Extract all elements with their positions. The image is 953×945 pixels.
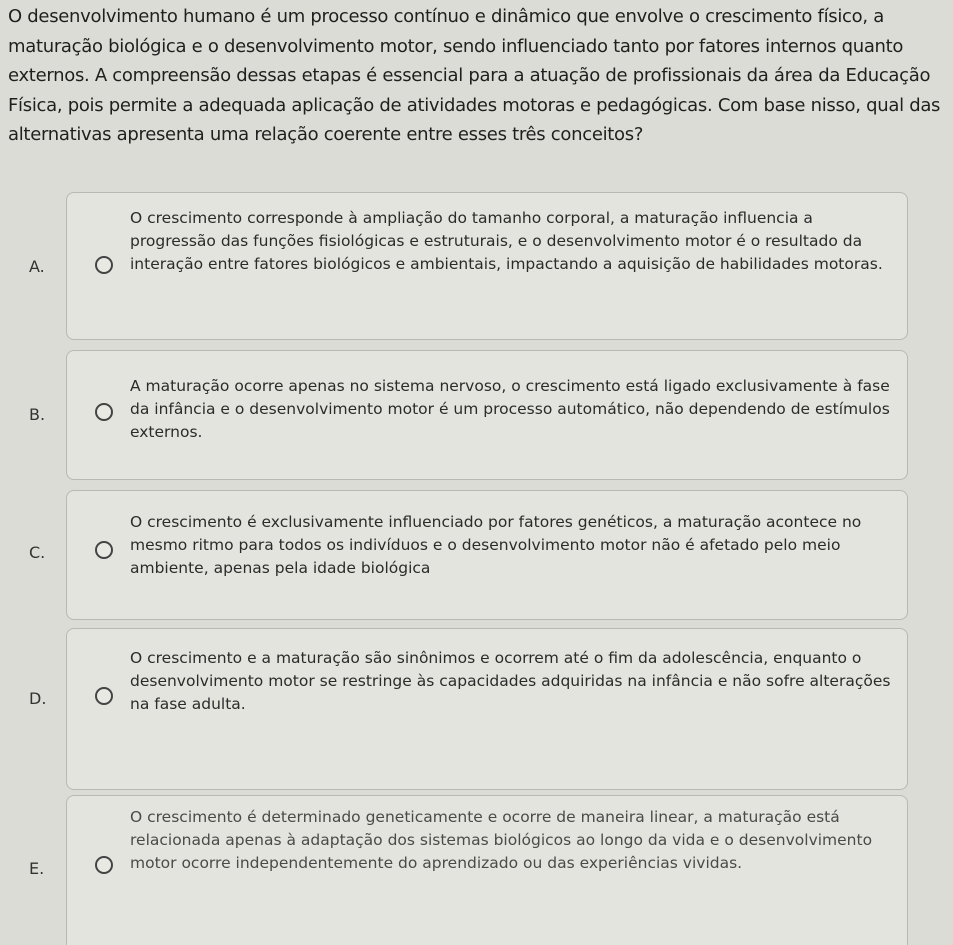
option-letter: B. bbox=[29, 405, 46, 424]
option-letter: D. bbox=[29, 689, 47, 708]
radio-circle-icon[interactable] bbox=[95, 541, 113, 559]
option-b[interactable] bbox=[29, 350, 908, 480]
option-text: A maturação ocorre apenas no sistema nervoso, o crescimento está ligado exclusivamente à fase da infância e o desenvolvimento motor é um processo automático, não dependendo de estímulos externos. bbox=[130, 377, 890, 441]
option-letter: E. bbox=[29, 859, 45, 878]
option-letter: A. bbox=[29, 257, 45, 276]
question-text: O desenvolvimento humano é um processo contínuo e dinâmico que envolve o crescimento físico, a maturação biológica e o desenvolvimento motor, sendo influenciado tanto por fatores internos quanto externos. A compreensão dessas etapas é essencial para a atuação de profissionais da área da Educação Física, pois permite a adequada aplicação de atividades motoras e pedagógicas. Com base nisso, qual das alternativas apresenta uma relação coerente entre esses três conceitos? bbox=[8, 6, 941, 145]
option-a[interactable] bbox=[29, 192, 908, 340]
radio-circle-icon[interactable] bbox=[95, 687, 113, 705]
option-letter: C. bbox=[29, 543, 46, 562]
option-e[interactable] bbox=[29, 795, 908, 945]
radio-circle-icon[interactable] bbox=[95, 256, 113, 274]
option-d[interactable] bbox=[29, 628, 908, 790]
option-text: O crescimento é determinado geneticamente e ocorre de maneira linear, a maturação está relacionada apenas à adaptação dos sistemas biológicos ao longo da vida e o desenvolvimento motor ocorre independentemente do aprendizado ou das experiências vividas. bbox=[130, 808, 873, 872]
option-text: O crescimento e a maturação são sinônimos e ocorrem até o fim da adolescência, enquanto o desenvolvimento motor se restringe às capacidades adquiridas na infância e não sofre alterações na fase adulta. bbox=[130, 649, 891, 713]
option-text: O crescimento é exclusivamente influenciado por fatores genéticos, a maturação acontece no mesmo ritmo para todos os indivíduos e o desenvolvimento motor não é afetado pelo meio ambiente, apenas pela idade biológica bbox=[130, 513, 862, 577]
radio-circle-icon[interactable] bbox=[95, 856, 113, 874]
radio-circle-icon[interactable] bbox=[95, 403, 113, 421]
option-text: O crescimento corresponde à ampliação do tamanho corporal, a maturação influencia a progressão das funções fisiológicas e estruturais, e o desenvolvimento motor é o resultado da interação entre fatores biológicos e ambientais, impactando a aquisição de habilidades motoras. bbox=[130, 209, 883, 273]
option-c[interactable] bbox=[29, 490, 908, 620]
